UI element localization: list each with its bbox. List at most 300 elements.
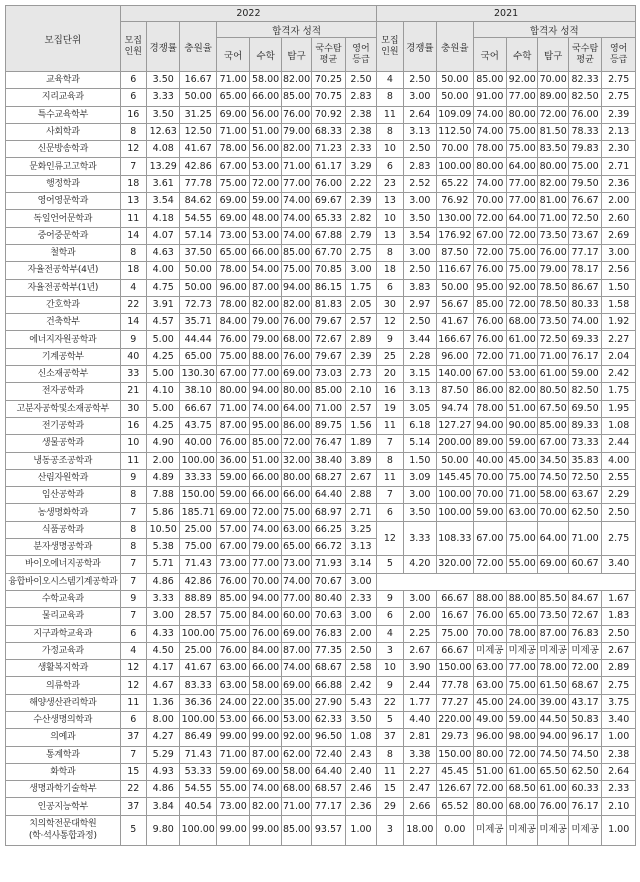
cell-2022: 8	[120, 539, 146, 556]
unit-name	[6, 123, 121, 140]
table-row	[6, 660, 636, 677]
cell-2022: 71.93	[312, 556, 345, 573]
cell-2022: 2.22	[345, 175, 377, 192]
cell-2022: 54.55	[180, 210, 217, 227]
cell-2022: 5	[120, 815, 146, 845]
cell-2021: 82.00	[538, 175, 568, 192]
cell-2021: 39.00	[538, 694, 568, 711]
cell-2022: 1.89	[345, 435, 377, 452]
cell-2021: 62.50	[568, 504, 601, 521]
cell-2021: 55.00	[507, 556, 538, 573]
cell-2022: 3.54	[146, 193, 179, 210]
cell-2021: 2.71	[602, 158, 636, 175]
unit-name	[6, 296, 121, 313]
cell-2022: 28.57	[180, 608, 217, 625]
cell-2022: 2.46	[345, 781, 377, 798]
table-row	[6, 227, 636, 244]
cell-2021: 320.00	[437, 556, 474, 573]
cell-2021: 11	[377, 469, 403, 486]
unit-name	[6, 677, 121, 694]
cell-2021: 3.00	[403, 590, 436, 607]
cell-2022: 85.00	[281, 244, 311, 261]
cell-2022: 60.00	[281, 608, 311, 625]
cell-2022: 93.57	[312, 815, 345, 845]
cell-2022: 12	[120, 141, 146, 158]
cell-2021: 미제공	[473, 815, 506, 845]
unit-name-text: 신소재공학부	[37, 369, 88, 380]
cell-2022: 3.00	[345, 573, 377, 590]
year-2022-header: 2022	[120, 6, 377, 22]
cell-2021: 11	[377, 417, 403, 434]
cell-2022: 76.00	[281, 348, 311, 365]
cell-2021: 58.00	[538, 487, 568, 504]
cell-2021: 92.00	[507, 279, 538, 296]
cell-2021: 78.00	[507, 625, 538, 642]
cell-2022: 72.40	[312, 746, 345, 763]
cell-2022: 2.00	[146, 452, 179, 469]
cell-2022: 71.00	[281, 798, 311, 815]
cell-2021: 80.00	[507, 106, 538, 123]
cell-2022: 4	[120, 642, 146, 659]
table-row	[6, 608, 636, 625]
cell-2022: 6	[120, 72, 146, 89]
cell-2021: 75.00	[507, 123, 538, 140]
cell-2022: 3.14	[345, 556, 377, 573]
cell-2022: 65.33	[312, 210, 345, 227]
cell-2022: 82.00	[250, 798, 281, 815]
cell-2022: 69.00	[281, 625, 311, 642]
cell-2022: 84.00	[216, 314, 249, 331]
cell-2021: 50.00	[437, 452, 474, 469]
cell-2022: 4.18	[146, 210, 179, 227]
cell-2022: 73.03	[312, 366, 345, 383]
unit-name	[6, 487, 121, 504]
cell-2022: 30	[120, 400, 146, 417]
unit-name-text: 화학과	[50, 767, 76, 778]
cell-2022: 86.15	[312, 279, 345, 296]
cell-2021: 3.15	[403, 366, 436, 383]
cell-2022: 40.54	[180, 798, 217, 815]
cell-2021: 70.00	[538, 504, 568, 521]
cell-2021: 86.67	[568, 279, 601, 296]
kor-header: 국어	[473, 38, 506, 72]
results-header: 합격자 성적	[216, 22, 376, 38]
cell-2021: 2.89	[602, 660, 636, 677]
table-row	[6, 314, 636, 331]
cell-2022: 1.00	[345, 815, 377, 845]
cell-2022: 59.00	[216, 763, 249, 780]
cell-2022: 53.00	[281, 711, 311, 728]
cell-2021: 220.00	[437, 711, 474, 728]
table-row	[6, 106, 636, 123]
cell-2022: 75.00	[216, 625, 249, 642]
cell-2022: 70.75	[312, 89, 345, 106]
cell-2021: 78.17	[568, 262, 601, 279]
cell-2021: 2.04	[602, 348, 636, 365]
unit-name-text: 전자공학과	[41, 386, 84, 397]
cell-2021: 1.58	[602, 296, 636, 313]
cell-2021: 2.25	[403, 625, 436, 642]
cell-2021: 63.00	[507, 504, 538, 521]
cell-2022: 2.39	[345, 193, 377, 210]
cell-2022: 4.08	[146, 141, 179, 158]
cell-2021: 2.60	[602, 210, 636, 227]
cell-2022: 41.67	[180, 660, 217, 677]
inq-header: 탐구	[281, 38, 311, 72]
cell-2022: 22.00	[250, 694, 281, 711]
cell-2021: 1.95	[602, 400, 636, 417]
cell-2021: 72.50	[538, 331, 568, 348]
cell-2021: 67.00	[538, 435, 568, 452]
cell-2021: 8	[377, 244, 403, 261]
cell-2021: 29	[377, 798, 403, 815]
cell-2021: 72.00	[507, 227, 538, 244]
cell-2021: 82.33	[568, 72, 601, 89]
cell-2022: 75.00	[216, 175, 249, 192]
cell-2021: 5	[377, 711, 403, 728]
cell-2021: 61.50	[538, 677, 568, 694]
cell-2022: 42.86	[180, 158, 217, 175]
cell-2022: 8	[120, 487, 146, 504]
cell-2021: 3.00	[403, 89, 436, 106]
cell-2022: 9	[120, 590, 146, 607]
table-row	[6, 417, 636, 434]
cell-2022: 77.35	[312, 642, 345, 659]
cell-2021: 64.00	[507, 210, 538, 227]
cell-2021: 76.00	[538, 798, 568, 815]
table-row	[6, 746, 636, 763]
cell-2022: 76.00	[250, 625, 281, 642]
unit-name	[6, 556, 121, 573]
cell-2021: 37	[377, 729, 403, 746]
unit-name	[6, 590, 121, 607]
cell-2021: 3.00	[403, 487, 436, 504]
cell-2021: 3.00	[403, 244, 436, 261]
cell-2021: 69.33	[568, 331, 601, 348]
cell-2022: 75.00	[216, 348, 249, 365]
cell-2022: 83.33	[180, 677, 217, 694]
cell-2021: 86.00	[473, 383, 506, 400]
cell-2022: 3.84	[146, 798, 179, 815]
cell-2022: 67.70	[312, 244, 345, 261]
cell-2021: 74.00	[568, 314, 601, 331]
cell-2022: 3.29	[345, 158, 377, 175]
unit-name	[6, 504, 121, 521]
unit-name	[6, 521, 121, 538]
cell-2022: 50.00	[180, 279, 217, 296]
cell-2021: 53.00	[507, 366, 538, 383]
cell-2022: 69.00	[216, 193, 249, 210]
cell-2022: 58.00	[250, 677, 281, 694]
cell-2022: 31.25	[180, 106, 217, 123]
cell-2022: 5.71	[146, 556, 179, 573]
cell-2022: 2.33	[345, 590, 377, 607]
cell-2022: 84.62	[180, 193, 217, 210]
cell-2021: 3.13	[403, 123, 436, 140]
cell-2021: 2.64	[403, 106, 436, 123]
cell-2021: 62.50	[568, 763, 601, 780]
cell-2022: 69.00	[216, 106, 249, 123]
cell-2022: 66.67	[180, 400, 217, 417]
cell-2022: 62.33	[312, 711, 345, 728]
unit-name-text: 영어영문학과	[37, 196, 88, 207]
cell-2022: 74.00	[281, 227, 311, 244]
cell-2022: 44.44	[180, 331, 217, 348]
cell-2021: 76.00	[538, 244, 568, 261]
cell-2021: 116.67	[437, 262, 474, 279]
cell-2021: 49.00	[473, 711, 506, 728]
cell-2022: 62.00	[281, 746, 311, 763]
cell-2021: 68.67	[568, 677, 601, 694]
cell-2021: 176.92	[437, 227, 474, 244]
cell-2022: 95.00	[250, 417, 281, 434]
cell-2021-merged: 64.00	[538, 521, 568, 556]
cell-2022: 76.00	[281, 106, 311, 123]
cell-2022: 70.67	[312, 573, 345, 590]
cell-2021: 미제공	[473, 642, 506, 659]
table-row	[6, 435, 636, 452]
cell-2022: 3.25	[345, 521, 377, 538]
cell-2022: 53.00	[250, 158, 281, 175]
cell-2021: 2.66	[403, 798, 436, 815]
cell-2021: 89.00	[538, 89, 568, 106]
cell-2021: 2.67	[602, 642, 636, 659]
cell-2022: 79.67	[312, 314, 345, 331]
unit-name-text: 분자생명공학과	[33, 542, 93, 553]
cell-2022: 69.00	[216, 504, 249, 521]
kor-header: 국어	[216, 38, 249, 72]
cell-2021: 2.55	[602, 469, 636, 486]
unit-name	[6, 469, 121, 486]
cell-2021: 63.00	[473, 660, 506, 677]
cell-2021: 61.00	[507, 763, 538, 780]
admission-results-table	[5, 5, 636, 846]
cell-2022: 2.88	[345, 487, 377, 504]
cell-2022: 74.00	[250, 781, 281, 798]
unit-name	[6, 141, 121, 158]
cell-2022: 67.00	[216, 539, 249, 556]
cell-2022: 5.29	[146, 746, 179, 763]
cell-2021: 70.00	[473, 487, 506, 504]
cell-2022: 72.73	[180, 296, 217, 313]
cell-2021: 75.00	[507, 141, 538, 158]
cell-2022: 66.88	[312, 677, 345, 694]
cell-2022: 7	[120, 746, 146, 763]
quota-header: 모집 인원	[120, 22, 146, 72]
cell-2021: 166.67	[437, 331, 474, 348]
cell-2021: 61.00	[538, 781, 568, 798]
cell-2022: 66.00	[250, 89, 281, 106]
cell-2022: 4.10	[146, 383, 179, 400]
unit-name-text: 가정교육과	[41, 645, 84, 656]
fill-header: 충원율	[437, 22, 474, 72]
cell-2021: 8	[377, 452, 403, 469]
cell-2022: 84.00	[250, 608, 281, 625]
cell-2021: 77.00	[507, 175, 538, 192]
cell-2021: 2.67	[403, 642, 436, 659]
cell-2021: 65.22	[437, 175, 474, 192]
unit-name	[6, 193, 121, 210]
cell-2021: 85.50	[538, 590, 568, 607]
cell-2022: 69.00	[250, 763, 281, 780]
cell-2021: 112.50	[437, 123, 474, 140]
cell-2022: 2.40	[345, 763, 377, 780]
unit-name	[6, 625, 121, 642]
cell-2021: 74.00	[473, 175, 506, 192]
cell-2022: 2.71	[345, 504, 377, 521]
cell-2022: 3.50	[146, 72, 179, 89]
cell-2022: 74.00	[281, 193, 311, 210]
cell-2022: 53.00	[250, 227, 281, 244]
cell-2022: 77.00	[281, 590, 311, 607]
cell-2021: 미제공	[568, 642, 601, 659]
cell-2021: 74.00	[473, 106, 506, 123]
cell-2022: 4.86	[146, 781, 179, 798]
cell-2022: 68.57	[312, 781, 345, 798]
cell-2021: 4.20	[403, 556, 436, 573]
cell-2021: 84.67	[568, 590, 601, 607]
cell-2022: 71.00	[216, 72, 249, 89]
cell-2022: 38.10	[180, 383, 217, 400]
cell-2022: 50.00	[180, 262, 217, 279]
cell-2021: 59.00	[507, 711, 538, 728]
cell-2022: 41.67	[180, 141, 217, 158]
unit-name-text: 지구과학교육과	[33, 628, 93, 639]
cell-2021: 2.50	[403, 141, 436, 158]
cell-2021: 44.50	[538, 711, 568, 728]
cell-2021: 71.00	[507, 348, 538, 365]
cell-2021: 78.00	[538, 660, 568, 677]
unit-name-text: 바이오에너지공학과	[25, 559, 101, 570]
cell-2022: 70.00	[250, 573, 281, 590]
cell-2022: 76.47	[312, 435, 345, 452]
cell-2022: 2.50	[345, 642, 377, 659]
table-row	[6, 400, 636, 417]
unit-name	[6, 452, 121, 469]
cell-2021: 71.00	[538, 348, 568, 365]
cell-2021: 69.50	[568, 400, 601, 417]
cell-2021: 72.00	[473, 348, 506, 365]
cell-2022: 56.00	[250, 106, 281, 123]
cell-2022: 96.00	[216, 279, 249, 296]
cell-2022: 68.67	[312, 660, 345, 677]
unit-name-text: 임산공학과	[41, 490, 84, 501]
cell-2022: 68.33	[312, 123, 345, 140]
cell-2021: 2.75	[602, 72, 636, 89]
cell-2021: 89.00	[473, 435, 506, 452]
cell-2021: 81.50	[538, 123, 568, 140]
unit-name-text: 독일언어문학과	[33, 213, 93, 224]
cell-2022: 80.00	[216, 383, 249, 400]
cell-2021: 73.50	[538, 227, 568, 244]
cell-2021: 85.00	[473, 296, 506, 313]
cell-2021: 96.00	[437, 348, 474, 365]
cell-2022: 33	[120, 366, 146, 383]
cell-2021: 80.00	[473, 746, 506, 763]
unit-name	[6, 781, 121, 798]
cell-2022: 3.13	[345, 539, 377, 556]
unit-name-text: 간호학과	[46, 300, 80, 310]
cell-2022: 99.00	[250, 815, 281, 845]
cell-2022: 33.33	[180, 469, 217, 486]
cell-2022: 65.00	[180, 348, 217, 365]
cell-2021: 67.00	[473, 366, 506, 383]
cell-2022: 69.00	[281, 677, 311, 694]
table-row	[6, 123, 636, 140]
table-row	[6, 452, 636, 469]
cell-2022: 75.00	[180, 539, 217, 556]
cell-2021: 76.00	[473, 608, 506, 625]
cell-2021: 43.17	[568, 694, 601, 711]
cell-2022: 2.75	[345, 244, 377, 261]
cell-2021: 45.45	[437, 763, 474, 780]
cell-2022: 36.36	[180, 694, 217, 711]
cell-2021: 73.67	[568, 227, 601, 244]
cell-2022: 85.00	[250, 435, 281, 452]
cell-2021-merged: 71.00	[568, 521, 601, 556]
cell-2022: 6	[120, 711, 146, 728]
cell-2022: 37	[120, 729, 146, 746]
cell-2021: 13	[377, 193, 403, 210]
cell-2021: 71.00	[507, 487, 538, 504]
cell-2022: 9.80	[146, 815, 179, 845]
table-row	[6, 72, 636, 89]
cell-2021-merged: 67.00	[473, 521, 506, 556]
unit-name	[6, 262, 121, 279]
cell-2021: 79.00	[538, 262, 568, 279]
cell-2021: 68.00	[507, 314, 538, 331]
cell-2022: 96.50	[312, 729, 345, 746]
cell-2022: 88.89	[180, 590, 217, 607]
cell-2021: 82.50	[568, 89, 601, 106]
cell-2021: 66.67	[437, 642, 474, 659]
table-row	[6, 487, 636, 504]
cell-2022: 2.38	[345, 106, 377, 123]
cell-2022: 3.33	[146, 89, 179, 106]
cell-2021: 3.05	[403, 400, 436, 417]
cell-2022: 57.14	[180, 227, 217, 244]
cell-2022: 69.00	[216, 210, 249, 227]
cell-2021: 2.27	[403, 763, 436, 780]
cell-2021: 200.00	[437, 435, 474, 452]
cell-2022: 67.88	[312, 227, 345, 244]
cell-2022: 87.00	[281, 642, 311, 659]
cell-2022: 71.43	[180, 556, 217, 573]
table-row	[6, 89, 636, 106]
cell-2021: 98.00	[507, 729, 538, 746]
cell-2022: 10	[120, 435, 146, 452]
cell-2021: 1.67	[602, 590, 636, 607]
cell-2021: 72.00	[507, 746, 538, 763]
cell-2022: 3.33	[146, 590, 179, 607]
unit-name-text: 산림자원학과	[37, 472, 88, 483]
cell-2021: 94.00	[473, 417, 506, 434]
cell-2022: 77.00	[281, 175, 311, 192]
table-row	[6, 556, 636, 573]
unit-name	[6, 711, 121, 728]
cell-2021: 3.00	[602, 244, 636, 261]
unit-name-sub: (학·석사통합과정)	[28, 831, 97, 842]
cell-2022: 2.57	[345, 314, 377, 331]
cell-2021: 74.50	[568, 746, 601, 763]
cell-2022: 64.40	[312, 487, 345, 504]
unit-name-text: 지리교육과	[41, 92, 84, 103]
cell-2021: 1.50	[403, 452, 436, 469]
cell-2022: 5.00	[146, 331, 179, 348]
cell-2021: 18	[377, 262, 403, 279]
cell-2021: 73.50	[538, 314, 568, 331]
cell-2021: 150.00	[437, 660, 474, 677]
